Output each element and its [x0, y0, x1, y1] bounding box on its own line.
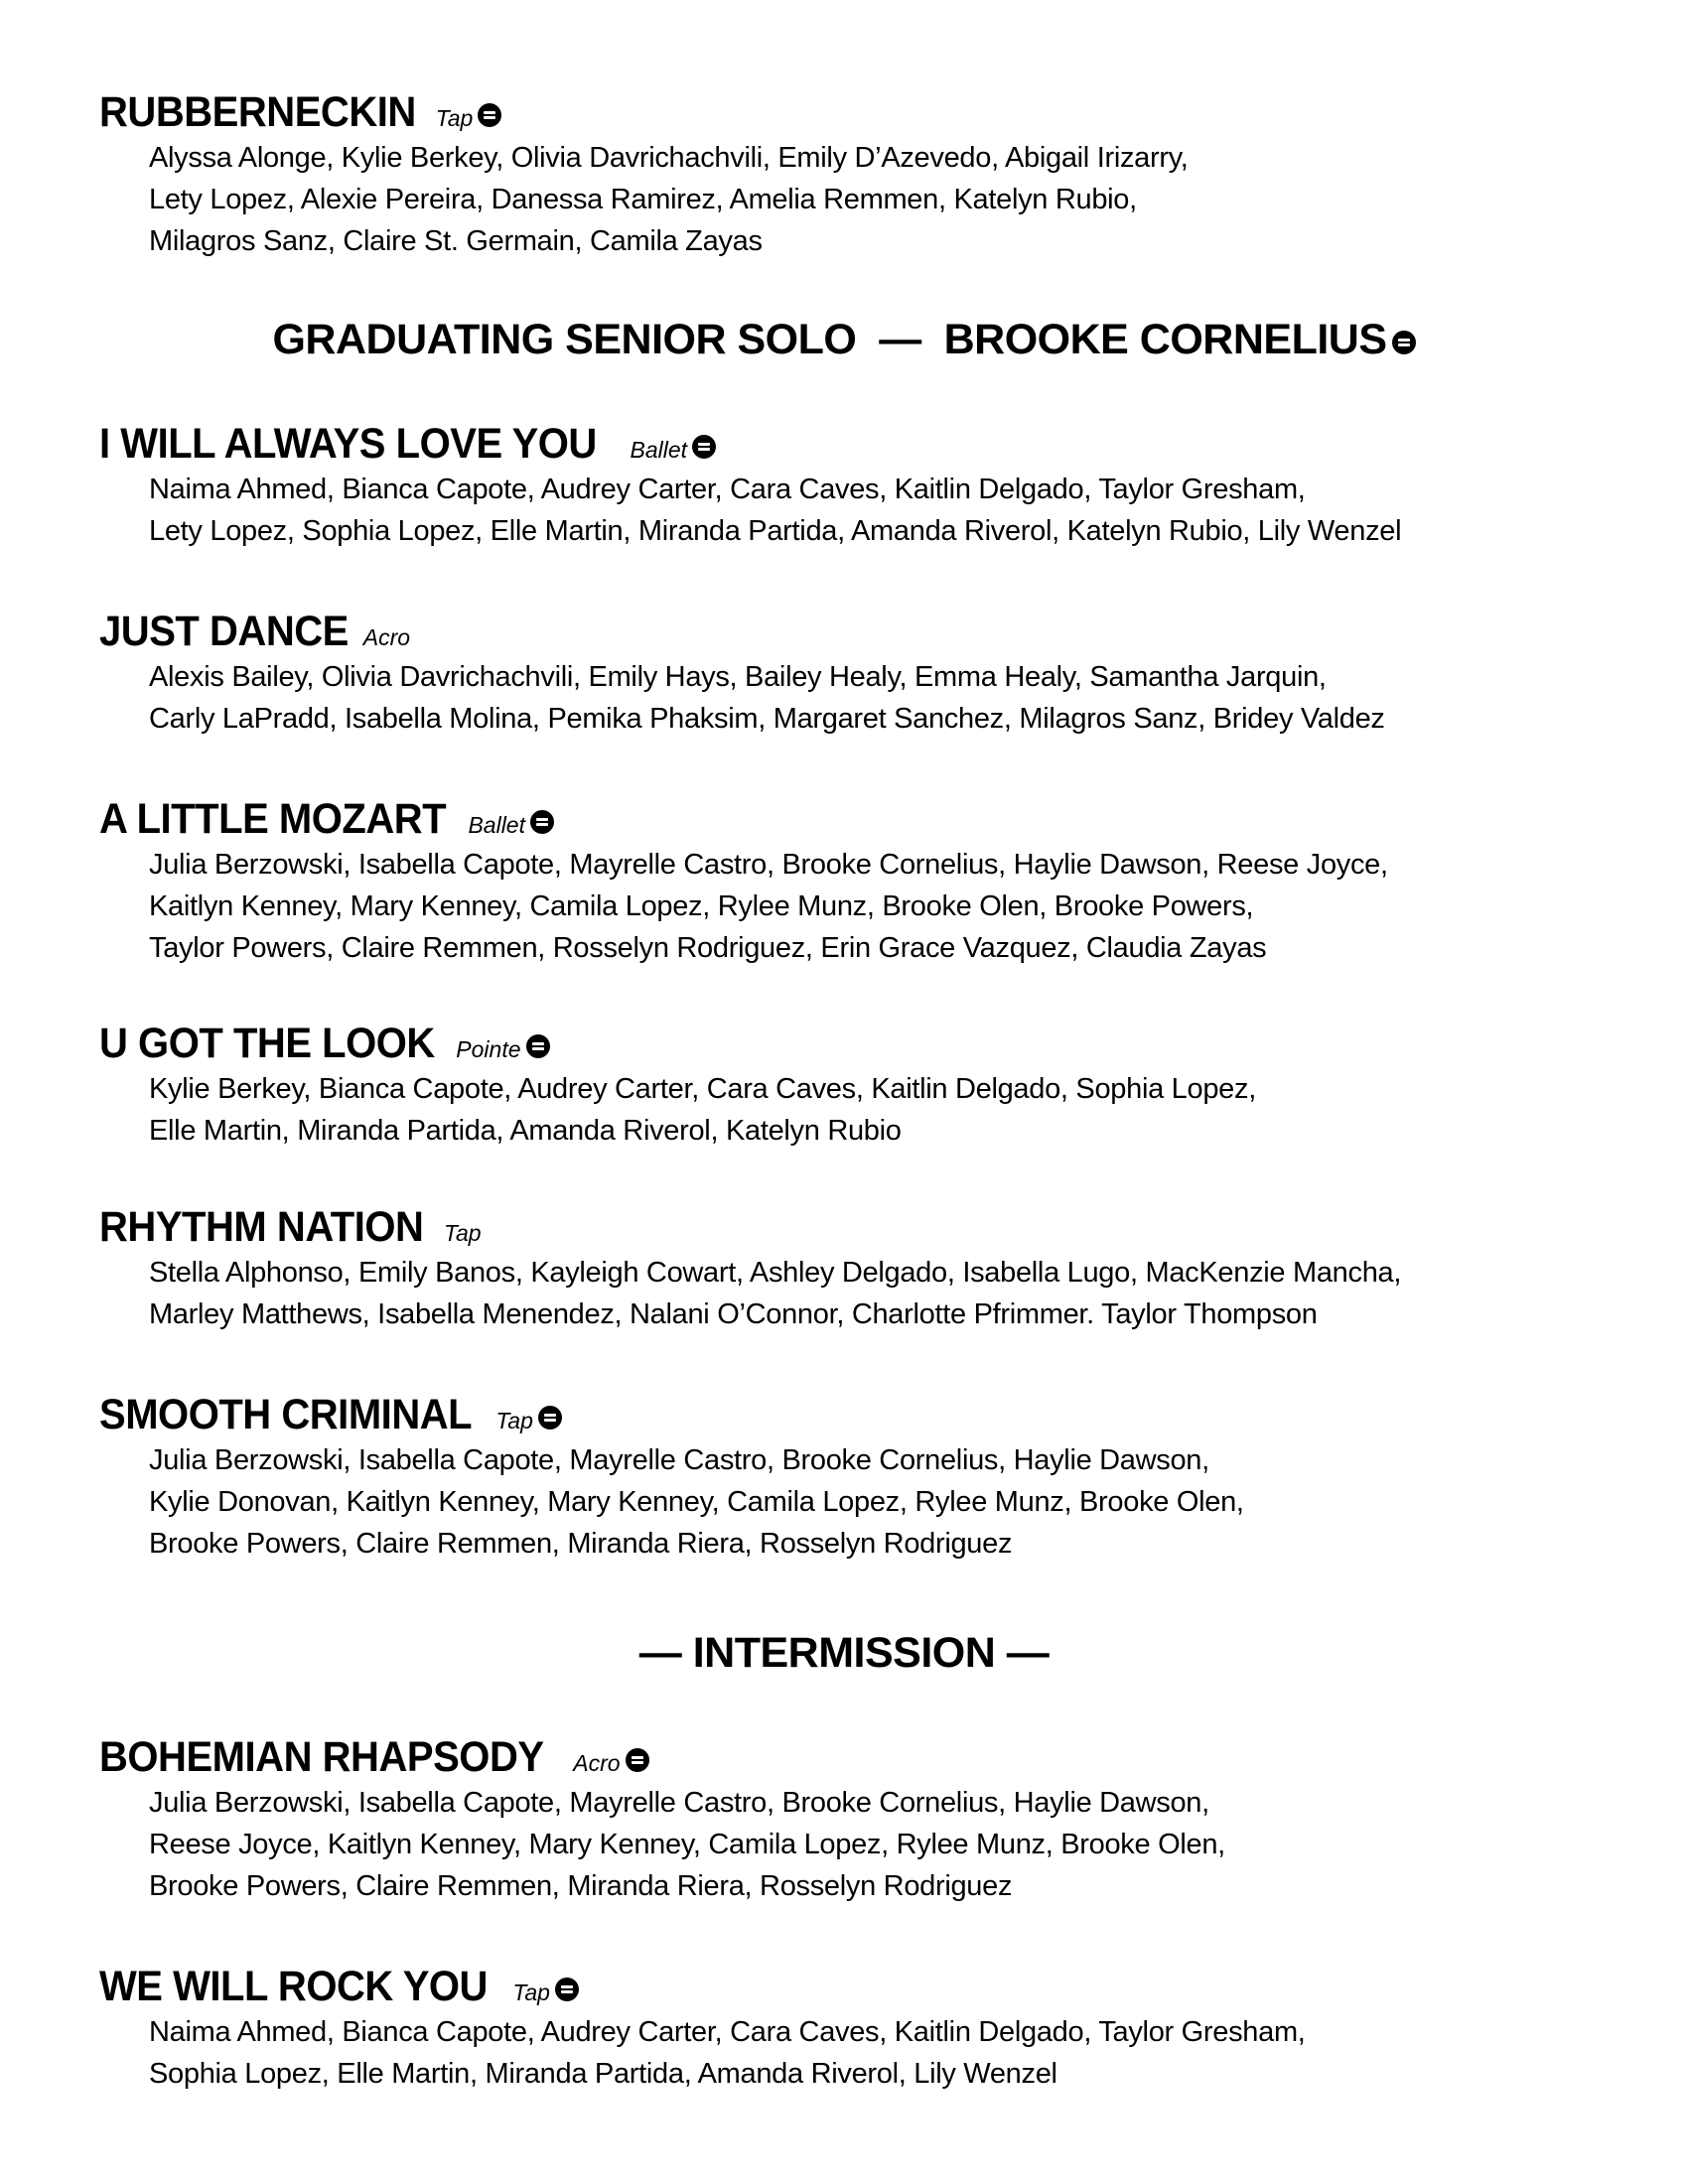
dancer-line: Kylie Berkey, Bianca Capote, Audrey Carter, Cara Caves, Kaitlin Delgado, Sophia Lopez,: [149, 1073, 1256, 1105]
dancer-list: [149, 844, 1628, 969]
dancer-line: Kaitlyn Kenney, Mary Kenney, Camila Lopez, Rylee Munz, Brooke Olen, Brooke Powers,: [149, 890, 1254, 922]
dancer-line: Sophia Lopez, Elle Martin, Miranda Partida, Amanda Riverol, Lily Wenzel: [149, 2058, 1057, 2090]
program-number-bohemian-rhapsody: [99, 1732, 1628, 1907]
heading-text: GRADUATING SENIOR SOLO — BROOKE CORNELIUS: [272, 316, 1387, 363]
heading-text: — INTERMISSION —: [638, 1629, 1050, 1677]
program-number-u-got-the-look: [99, 1019, 1628, 1152]
dancer-line: Lety Lopez, Sophia Lopez, Elle Martin, Miranda Partida, Amanda Riverol, Katelyn Rubio, Lily Wenzel: [149, 515, 1402, 547]
dancer-list: [149, 1439, 1628, 1565]
number-title: A LITTLE MOZART: [99, 795, 447, 843]
program-number-we-will-rock-you: [99, 1962, 1628, 2095]
number-title: I WILL ALWAYS LOVE YOU: [99, 420, 597, 468]
dancer-line: Carly LaPradd, Isabella Molina, Pemika Phaksim, Margaret Sanchez, Milagros Sanz, Bridey Valdez: [149, 703, 1385, 735]
dancer-line: Naima Ahmed, Bianca Capote, Audrey Carter, Cara Caves, Kaitlin Delgado, Taylor Gresham,: [149, 474, 1306, 505]
circle-equal-icon: [526, 1034, 550, 1058]
dance-style: Ballet: [630, 437, 688, 463]
dancer-line: Marley Matthews, Isabella Menendez, Nalani O’Connor, Charlotte Pfrimmer. Taylor Thompson: [149, 1298, 1318, 1330]
number-title: WE WILL ROCK YOU: [99, 1963, 488, 2010]
dancer-line: Lety Lopez, Alexie Pereira, Danessa Ramirez, Amelia Remmen, Katelyn Rubio,: [149, 184, 1137, 215]
circle-equal-icon: [555, 1978, 579, 2001]
number-title: U GOT THE LOOK: [99, 1020, 435, 1067]
dancer-line: Alyssa Alonge, Kylie Berkey, Olivia Davrichachvili, Emily D’Azevedo, Abigail Irizarry,: [149, 142, 1189, 174]
number-title: RHYTHM NATION: [99, 1203, 424, 1251]
circle-equal-icon: [626, 1748, 649, 1772]
number-title: JUST DANCE: [99, 608, 349, 655]
dance-style: Pointe: [456, 1036, 521, 1062]
number-title: SMOOTH CRIMINAL: [99, 1391, 473, 1438]
dancer-line: Elle Martin, Miranda Partida, Amanda Riverol, Katelyn Rubio: [149, 1115, 902, 1147]
dancer-list: [149, 1252, 1628, 1335]
dancer-line: Reese Joyce, Kaitlyn Kenney, Mary Kenney, Camila Lopez, Rylee Munz, Brooke Olen,: [149, 1829, 1225, 1860]
program-number-a-little-mozart: [99, 794, 1628, 969]
program-number-rhythm-nation: [99, 1202, 1628, 1335]
number-title: RUBBERNECKIN: [99, 88, 416, 136]
dancer-line: Julia Berzowski, Isabella Capote, Mayrelle Castro, Brooke Cornelius, Haylie Dawson, Reese Joyce,: [149, 849, 1388, 881]
dance-style: Tap: [512, 1979, 550, 2005]
dancer-line: Stella Alphonso, Emily Banos, Kayleigh Cowart, Ashley Delgado, Isabella Lugo, MacKenzie Mancha,: [149, 1257, 1402, 1289]
program-number-i-will-always-love-you: [99, 419, 1628, 552]
dancer-line: Brooke Powers, Claire Remmen, Miranda Riera, Rosselyn Rodriguez: [149, 1528, 1013, 1560]
number-title: BOHEMIAN RHAPSODY: [99, 1733, 544, 1781]
intermission-heading: [0, 1628, 1688, 1678]
dancer-line: Julia Berzowski, Isabella Capote, Mayrelle Castro, Brooke Cornelius, Haylie Dawson,: [149, 1444, 1209, 1476]
dance-style: Ballet: [468, 812, 525, 838]
dancer-list: [149, 137, 1628, 262]
senior-solo-heading: [0, 315, 1688, 364]
dancer-line: Taylor Powers, Claire Remmen, Rosselyn Rodriguez, Erin Grace Vazquez, Claudia Zayas: [149, 932, 1267, 964]
dancer-list: [149, 1782, 1628, 1907]
dancer-list: [149, 469, 1628, 552]
circle-equal-icon: [1392, 331, 1416, 354]
dancer-line: Milagros Sanz, Claire St. Germain, Camila Zayas: [149, 225, 763, 257]
dancer-list: [149, 1068, 1628, 1152]
dancer-line: Julia Berzowski, Isabella Capote, Mayrelle Castro, Brooke Cornelius, Haylie Dawson,: [149, 1787, 1209, 1819]
circle-equal-icon: [538, 1406, 562, 1430]
circle-equal-icon: [530, 810, 554, 834]
dance-style: Tap: [444, 1220, 482, 1246]
dance-style: Tap: [435, 105, 474, 131]
dance-style: Acro: [573, 1750, 621, 1776]
dancer-list: [149, 2011, 1628, 2095]
dancer-line: Naima Ahmed, Bianca Capote, Audrey Carter, Cara Caves, Kaitlin Delgado, Taylor Gresham,: [149, 2016, 1306, 2048]
circle-equal-icon: [478, 103, 501, 127]
program-number-just-dance: [99, 607, 1628, 740]
program-number-smooth-criminal: [99, 1390, 1628, 1565]
circle-equal-icon: [692, 435, 716, 459]
dance-style: Acro: [362, 624, 411, 650]
dancer-line: Brooke Powers, Claire Remmen, Miranda Riera, Rosselyn Rodriguez: [149, 1870, 1013, 1902]
dancer-list: [149, 656, 1628, 740]
dancer-line: Alexis Bailey, Olivia Davrichachvili, Emily Hays, Bailey Healy, Emma Healy, Samantha Jarquin,: [149, 661, 1327, 693]
dance-style: Tap: [495, 1408, 533, 1433]
dancer-line: Kylie Donovan, Kaitlyn Kenney, Mary Kenney, Camila Lopez, Rylee Munz, Brooke Olen,: [149, 1486, 1244, 1518]
program-number-rubberneckin: [99, 87, 1628, 262]
